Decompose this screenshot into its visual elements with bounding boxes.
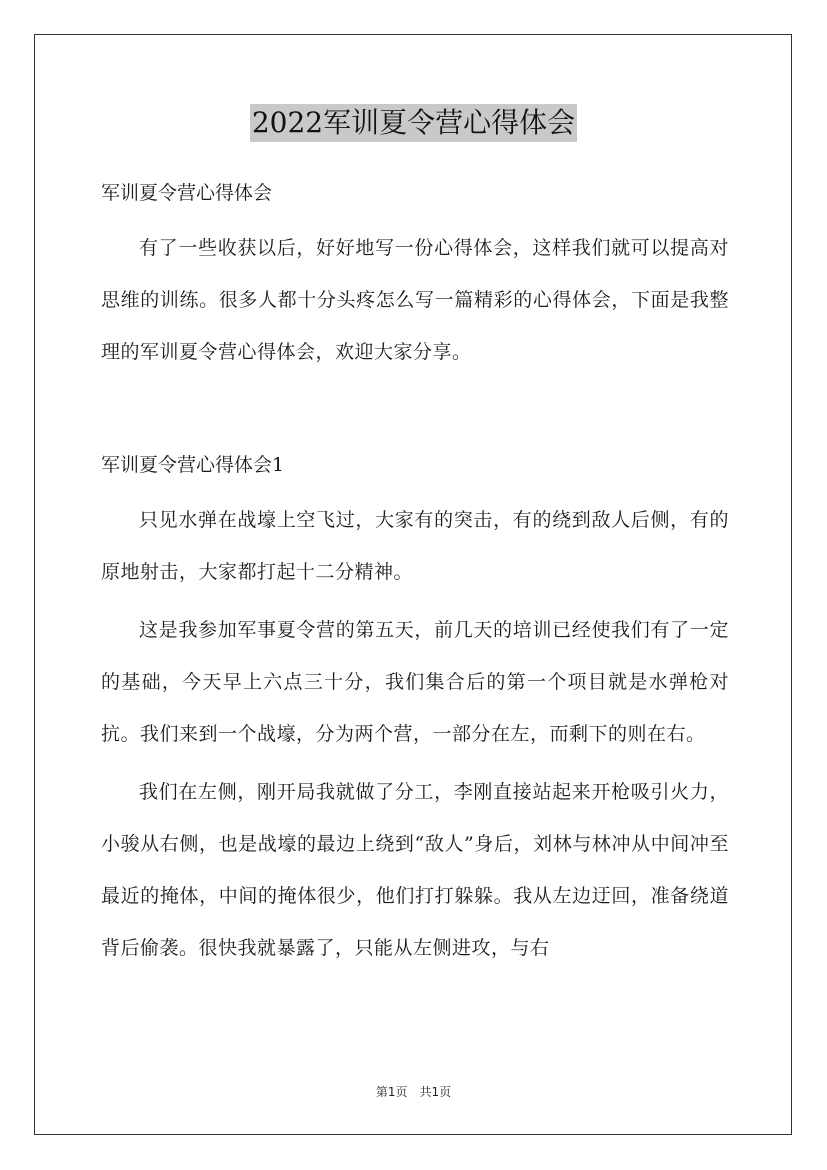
document-title: 2022军训夏令营心得体会 — [250, 104, 577, 142]
article-body — [101, 494, 729, 974]
page-number-label: 第1页 共1页 — [375, 1085, 452, 1099]
intro-paragraph: 有了一些收获以后，好好地写一份心得体会，这样我们就可以提高对思维的训练。很多人都十分头疼怎么写一篇精彩的心得体会，下面是我整理的军训夏令营心得体会，欢迎大家分享。 — [101, 237, 729, 363]
page-footer — [0, 1083, 827, 1100]
document-subtitle: 军训夏令营心得体会 — [101, 182, 273, 204]
body-paragraph-2: 这是我参加军事夏令营的第五天，前几天的培训已经使我们有了一定的基础，今天早上六点三十分，我们集合后的第一个项目就是水弹枪对抗。我们来到一个战壕，分为两个营，一部分在左，而剩下的则在右。 — [101, 619, 729, 745]
title-container — [0, 104, 827, 142]
section-heading: 军训夏令营心得体会1 — [101, 454, 285, 476]
intro-block — [101, 222, 729, 378]
body-paragraph-3: 我们在左侧，刚开局我就做了分工，李刚直接站起来开枪吸引火力，小骏从右侧，也是战壕的最边上绕到“敌人”身后，刘林与林冲从中间冲至最近的掩体，中间的掩体很少，他们打打躲躲。我从左边迂回，准备绕道背后偷袭。很快我就暴露了，只能从左侧进攻，与右 — [101, 781, 729, 959]
body-paragraph-1: 只见水弹在战壕上空飞过，大家有的突击，有的绕到敌人后侧，有的原地射击，大家都打起十二分精神。 — [101, 509, 729, 583]
